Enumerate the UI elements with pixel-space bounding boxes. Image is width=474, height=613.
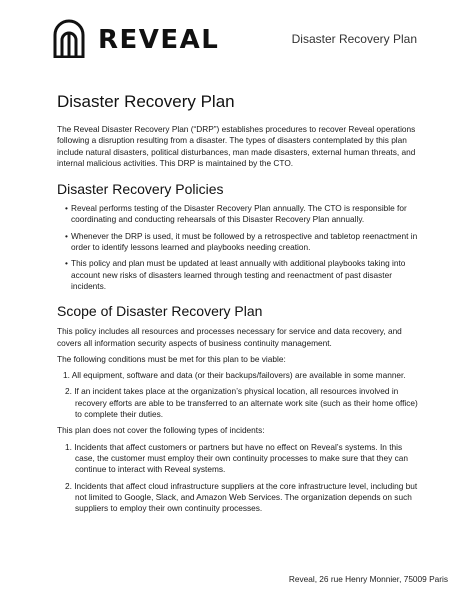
policy-item: • This policy and plan must be updated at least annually with additional playbooks taking into account new risks of disasters learned through testing and reenactment of past disaster incidents. <box>65 258 406 291</box>
bullet-icon: • <box>65 203 68 214</box>
policies-heading: Disaster Recovery Policies <box>57 181 224 198</box>
brand-logo-text: REVEAL <box>98 25 220 55</box>
bullet-icon: • <box>65 258 68 269</box>
intro-paragraph: The Reveal Disaster Recovery Plan (“DRP”) establishes procedures to recover Reveal operations following a disruption resulting from a disaster. The types of disasters contemplated by this plan include natural disasters, political disturbances, man made disasters, external human threats, and internal malicious activities. This DRP is maintained by the CTO. <box>57 124 416 168</box>
footer-address: Reveal, 26 rue Henry Monnier, 75009 Paris <box>288 574 448 584</box>
not-covered-list <box>57 442 419 515</box>
condition-item: 2. If an incident takes place at the organization’s physical location, all resources involved in recovery efforts are able to be transferred to an alternate work site (such as their home office) to complete their duties. <box>65 386 418 420</box>
conditions-intro: The following conditions must be met for this plan to be viable: <box>57 353 286 364</box>
not-covered-item: 1. Incidents that affect customers or partners but have no effect on Reveal’s systems. In this case, the customer must employ their own continuity processes to make sure that they can continue to interact with Reveal systems. <box>65 441 408 475</box>
policies-list <box>57 203 419 292</box>
scope-heading: Scope of Disaster Recovery Plan <box>57 303 263 320</box>
policy-item: • Reveal performs testing of the Disaster Recovery Plan annually. The CTO is responsible for coordinating and conducting rehearsals of this Disaster Recovery Plan annually. <box>65 203 407 225</box>
not-covered-item: 2. Incidents that affect cloud infrastructure suppliers at the core infrastructure level, including but not limited to Google, Slack, and Amazon Web Services. The organization depends on such suppliers to employ their own continuity processes. <box>65 480 418 514</box>
conditions-list <box>57 370 419 420</box>
arch-window-icon <box>52 18 86 63</box>
header-doc-title: Disaster Recovery Plan <box>291 32 417 46</box>
bullet-icon: • <box>65 230 68 241</box>
scope-paragraph: This policy includes all resources and processes necessary for service and data recovery, and covers all information security aspects of business continuity management. <box>57 326 402 348</box>
policy-item: • Whenever the DRP is used, it must be followed by a retrospective and tabletop reenactment in order to identify lessons learned and playbooks needing creation. <box>65 230 418 253</box>
page-header <box>52 18 417 58</box>
document-body <box>57 92 419 519</box>
condition-item: 1. All equipment, software and data (or their backups/failovers) are available in some manner. <box>63 370 406 381</box>
not-covered-intro: This plan does not cover the following types of incidents: <box>57 425 265 436</box>
page-title: Disaster Recovery Plan <box>57 92 235 111</box>
